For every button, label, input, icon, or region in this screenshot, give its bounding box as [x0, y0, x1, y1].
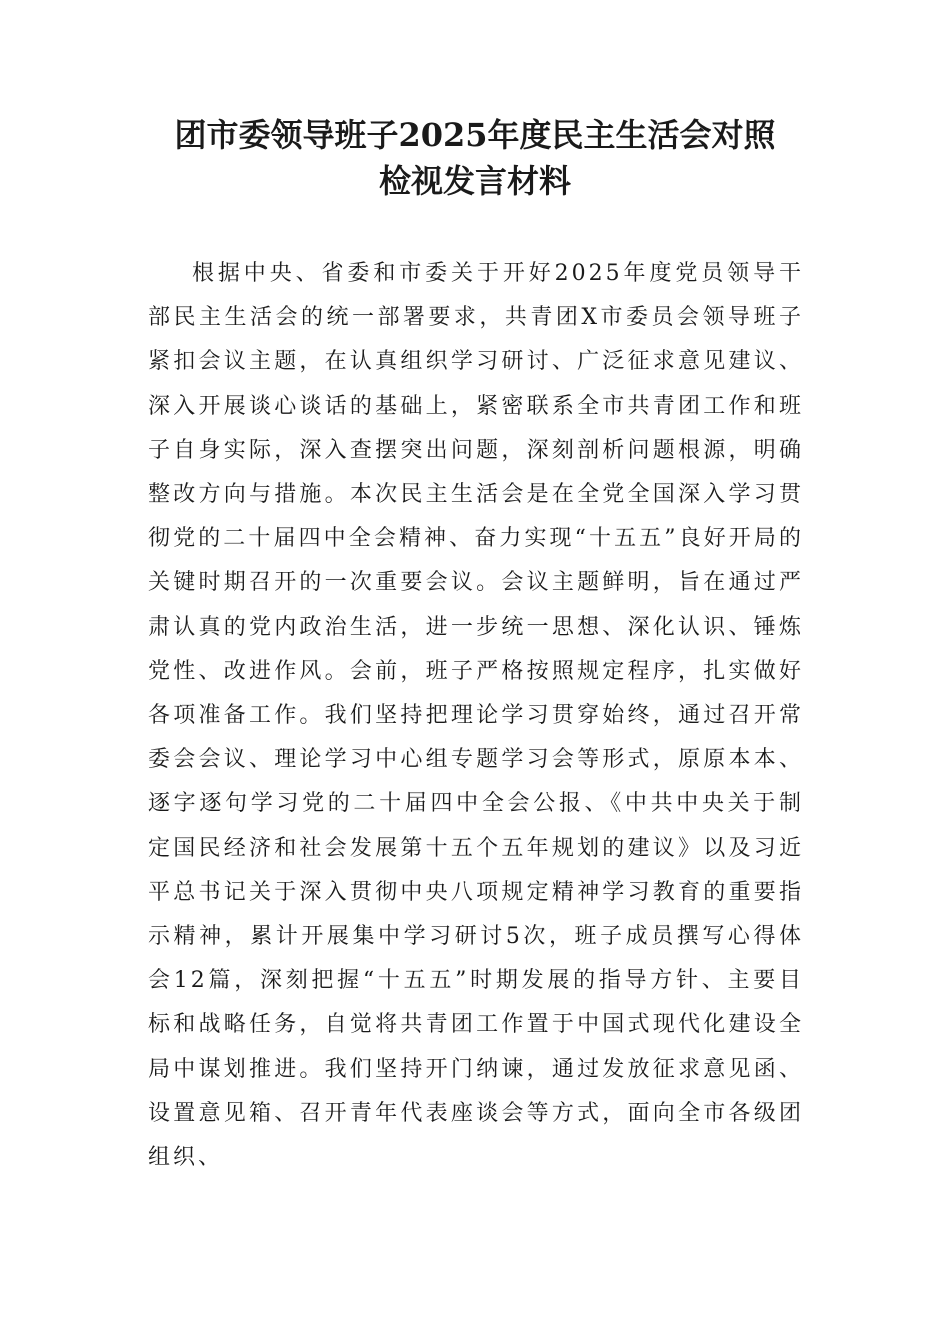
body-paragraph: 根据中央、省委和市委关于开好2025年度党员领导干部民主生活会的统一部署要求，共青团X市委员会领导班子紧扣会议主题，在认真组织学习研讨、广泛征求意见建议、深入开展谈心谈话的基础上，紧密联系全市共青团工作和班子自身实际，深入查摆突出问题，深刻剖析问题根源，明确整改方向与措施。本次民主生活会是在全党全国深入学习贯彻党的二十届四中全会精神、奋力实现“十五五”良好开局的关键时期召开的一次重要会议。会议主题鲜明，旨在通过严肃认真的党内政治生活，进一步统一思想、深化认识、锤炼党性、改进作风。会前，班子严格按照规定程序，扎实做好各项准备工作。我们坚持把理论学习贯穿始终，通过召开常委会会议、理论学习中心组专题学习会等形式，原原本本、逐字逐句学习党的二十届四中全会公报、《中共中央关于制定国民经济和社会发展第十五个五年规划的建议》以及习近平总书记关于深入贯彻中央八项规定精神学习教育的重要指示精神，累计开展集中学习研讨5次，班子成员撰写心得体会12篇，深刻把握“十五五”时期发展的指导方针、主要目标和战略任务，自觉将共青团工作置于中国式现代化建设全局中谋划推进。我们坚持开门纳谏，通过发放征求意见函、设置意见箱、召开青年代表座谈会等方式，面向全市各级团组织、 — [148, 261, 804, 1171]
document-title — [120, 112, 830, 204]
title-line-2: 检视发言材料 — [378, 162, 571, 200]
title-line-1: 团市委领导班子2025年度民主生活会对照 — [174, 116, 776, 154]
